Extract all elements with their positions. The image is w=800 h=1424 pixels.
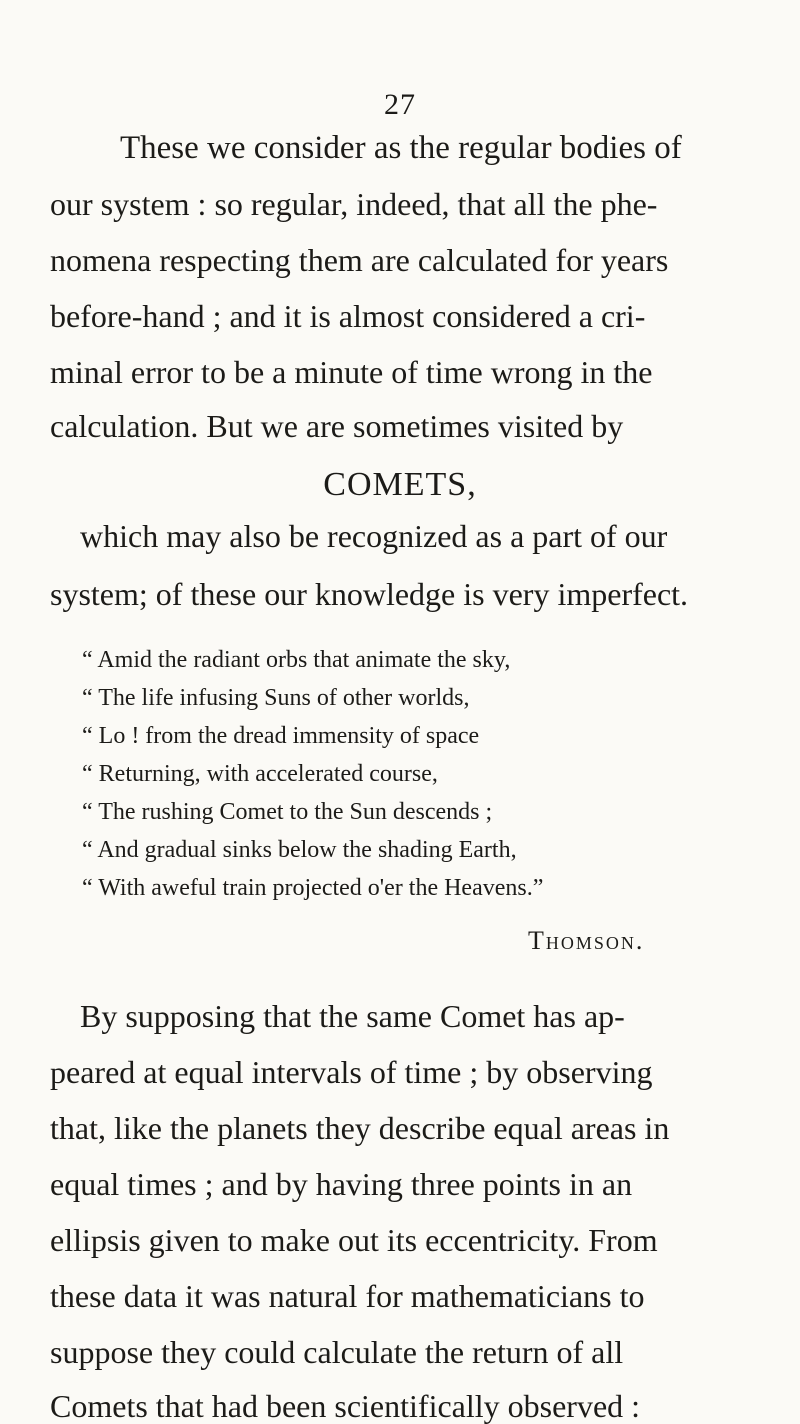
text-line: peared at equal intervals of time ; by observing [50, 1054, 653, 1090]
text-line: equal times ; and by having three points in an [50, 1166, 633, 1202]
text-line: Comets that had been scientifically observed : [50, 1388, 641, 1424]
text-line: system; of these our knowledge is very imperfect. [50, 576, 689, 612]
text-line: suppose they could calculate the return of all [50, 1334, 624, 1370]
text-line: calculation. But we are sometimes visited by [50, 408, 624, 444]
text-line: nomena respecting them are calculated for years [50, 242, 669, 278]
poem-line: “ And gradual sinks below the shading Earth, [82, 837, 517, 863]
poem-line: “ The life infusing Suns of other worlds, [82, 685, 470, 711]
text-line: ellipsis given to make out its eccentricity. From [50, 1222, 658, 1258]
page-number: 27 [384, 88, 416, 121]
poem-line: “ Returning, with accelerated course, [82, 761, 438, 787]
section-heading: COMETS, [323, 466, 477, 503]
text-line: these data it was natural for mathematicians to [50, 1278, 645, 1314]
poem-line: “ With aweful train projected o'er the Heavens.” [82, 875, 544, 901]
text-line: before-hand ; and it is almost considered a cri- [50, 298, 646, 334]
text-line: These we consider as the regular bodies of [120, 130, 682, 166]
text-line: minal error to be a minute of time wrong in the [50, 354, 653, 390]
poem-line: “ The rushing Comet to the Sun descends ; [82, 799, 493, 825]
text-line: By supposing that the same Comet has ap- [80, 998, 625, 1034]
poem-line: “ Amid the radiant orbs that animate the sky, [82, 647, 511, 673]
poem-line: “ Lo ! from the dread immensity of space [82, 723, 480, 749]
poem-attribution: Thomson. [528, 926, 645, 955]
text-line: our system : so regular, indeed, that all the phe- [50, 186, 658, 222]
text-line: which may also be recognized as a part of our [80, 518, 668, 554]
text-line: that, like the planets they describe equal areas in [50, 1110, 670, 1146]
